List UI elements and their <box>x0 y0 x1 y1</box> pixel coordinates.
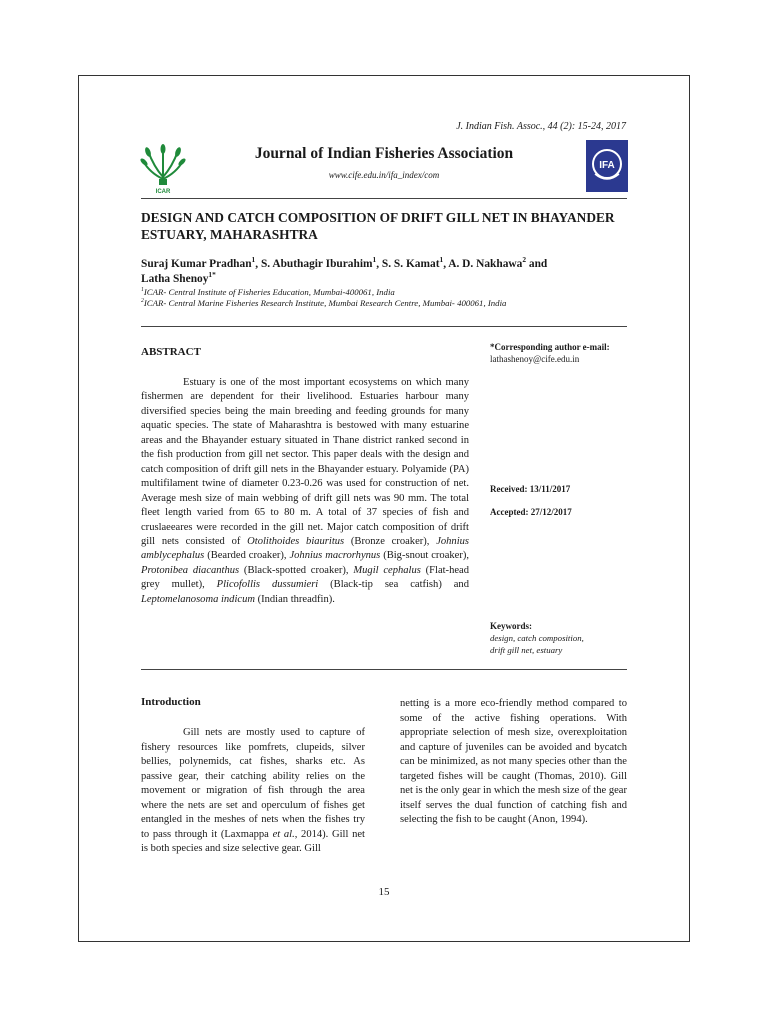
species-name: Otolithoides biauritus <box>247 535 345 547</box>
header-divider <box>141 198 627 199</box>
species-name: Mugil cephalus <box>353 564 421 576</box>
author-separator: , <box>255 258 261 270</box>
intro-text-part: Gill nets are mostly used to capture of fishery resources like pomfrets, clupeids, silver bellies, polynemids, cat fishes, sharks etc. As passive gear, their catching ability relies on the movement or migration of fish through the area where the nets are set and operculum of fishes get entangled in the meshes of nets when the fishes try to pass through it (Laxmappa <box>141 727 365 840</box>
author-name: Latha Shenoy <box>141 273 209 285</box>
corresponding-label: *Corresponding author e-mail: <box>490 342 610 352</box>
affil-text: ICAR- Central Institute of Fisheries Education, Mumbai-400061, India <box>143 287 395 297</box>
species-name: Plicofollis dussumieri <box>216 579 319 591</box>
author-separator: , <box>376 258 382 270</box>
abstract-text-part: (Indian threadfin). <box>254 593 335 605</box>
article-title-line1: DESIGN AND CATCH COMPOSITION OF DRIFT GILL NET IN BHAYANDER <box>141 210 615 225</box>
abstract-divider <box>141 669 627 670</box>
introduction-left-column <box>141 726 365 857</box>
abstract-text-part: Estuary is one of the most important ecosystems on which many fishermen are dependent for their livelihood. Estuaries harbour many diversified species being the main breeding and feeding grounds for many aquatic species. The state of Maharashtra is bestowed with many estuarine areas and the Bhayander estuary situated in Thane district ranked second in the fish production from gill net sector. This paper deals with the design and catch composition of drift gill nets in the Bhayander estuary. Polyamide (PA) multifilament twine of diameter 0.23-0.26 was used for construction of net. Average mesh size of main webbing of drift gill nets was 90 mm. The total fleet length varied from 65 to 80 m. A total of 37 species of fish and cruslaeeares were recorded in the gill net. Major catch composition of drift gill nets consisted of <box>141 377 469 547</box>
abstract-text-part: (Flat-head grey mullet), <box>141 564 469 591</box>
received-date: Received: 13/11/2017 <box>490 484 571 494</box>
introduction-heading: Introduction <box>141 696 201 708</box>
abstract-text-part: (Black-tip sea catfish) and <box>318 579 469 591</box>
abstract-text <box>141 376 469 607</box>
article-title <box>141 209 631 243</box>
affiliation-divider <box>141 326 627 327</box>
species-name: Johnius amblycephalus <box>141 535 469 562</box>
journal-website[interactable]: www.cife.edu.in/ifa_index/com <box>328 170 440 180</box>
abstract-text-part: (Bearded croaker), <box>204 550 290 562</box>
author-affil-sup: 1 <box>251 255 256 265</box>
species-name: Johnius macrorhynus <box>289 550 381 562</box>
keywords-heading: Keywords: <box>490 621 532 631</box>
affil-text: ICAR- Central Marine Fisheries Research Institute, Mumbai Research Centre, Mumbai- 400061, India <box>143 298 507 308</box>
keywords-list <box>490 632 630 656</box>
author-name: S. S. Kamat <box>381 258 440 270</box>
author-affil-sup: 1 <box>372 255 377 265</box>
abstract-text-part: (Black-spotted croaker), <box>239 564 354 576</box>
icar-logo-text: ICAR <box>155 189 171 195</box>
author-affil-sup: 2 <box>522 255 527 265</box>
ifa-logo-text: IFA <box>599 160 615 171</box>
author-name: A. D. Nakhawa <box>448 258 523 270</box>
species-name: Leptomelanosoma indicum <box>141 593 255 605</box>
author-separator: , <box>443 258 449 270</box>
article-title-line2: ESTUARY, MAHARASHTRA <box>141 227 318 242</box>
journal-citation: J. Indian Fish. Assoc., 44 (2): 15-24, 2017 <box>456 121 626 132</box>
keywords-line: design, catch composition, <box>490 633 584 643</box>
corresponding-email[interactable]: lathashenoy@cife.edu.in <box>490 354 580 364</box>
page-number: 15 <box>378 886 390 898</box>
author-and: and <box>526 258 548 270</box>
affiliation-1 <box>141 287 631 298</box>
accepted-date: Accepted: 27/12/2017 <box>490 507 572 517</box>
abstract-text-part: (Big-snout croaker), <box>380 550 470 562</box>
author-list <box>141 257 631 287</box>
abstract-heading: ABSTRACT <box>141 346 201 358</box>
author-name: Suraj Kumar Pradhan <box>141 258 252 270</box>
affil-sup: 1 <box>141 287 144 294</box>
affil-sup: 2 <box>141 298 144 305</box>
author-affil-sup: 1 <box>439 255 444 265</box>
keywords-line: drift gill net, estuary <box>490 645 563 655</box>
species-name: Protonibea diacanthus <box>141 564 240 576</box>
journal-name: Journal of Indian Fisheries Association <box>254 145 514 162</box>
affiliation-2 <box>141 298 631 309</box>
intro-text-part: , 2014). Gill net is both species and size selective gear. Gill <box>141 828 365 854</box>
introduction-right-column: netting is a more eco-friendly method compared to some of the active fishing operations. With appropriate selection of mesh size, overexploitation and capture of juveniles can be avoided and bycatch can be minimized, as not many species other than the targeted fishes will be caught (Thomas, 2010). Gill net is the only gear in which the mesh size of the gear itself serves the dual function of catching fish and selecting the fish to be caught (Anon, 1994). <box>400 698 627 825</box>
author-affil-sup: 1* <box>208 270 216 280</box>
intro-text-part: et al. <box>272 828 295 840</box>
author-name: S. Abuthagir Iburahim <box>260 258 373 270</box>
abstract-text-part: (Bronze croaker), <box>344 535 437 547</box>
